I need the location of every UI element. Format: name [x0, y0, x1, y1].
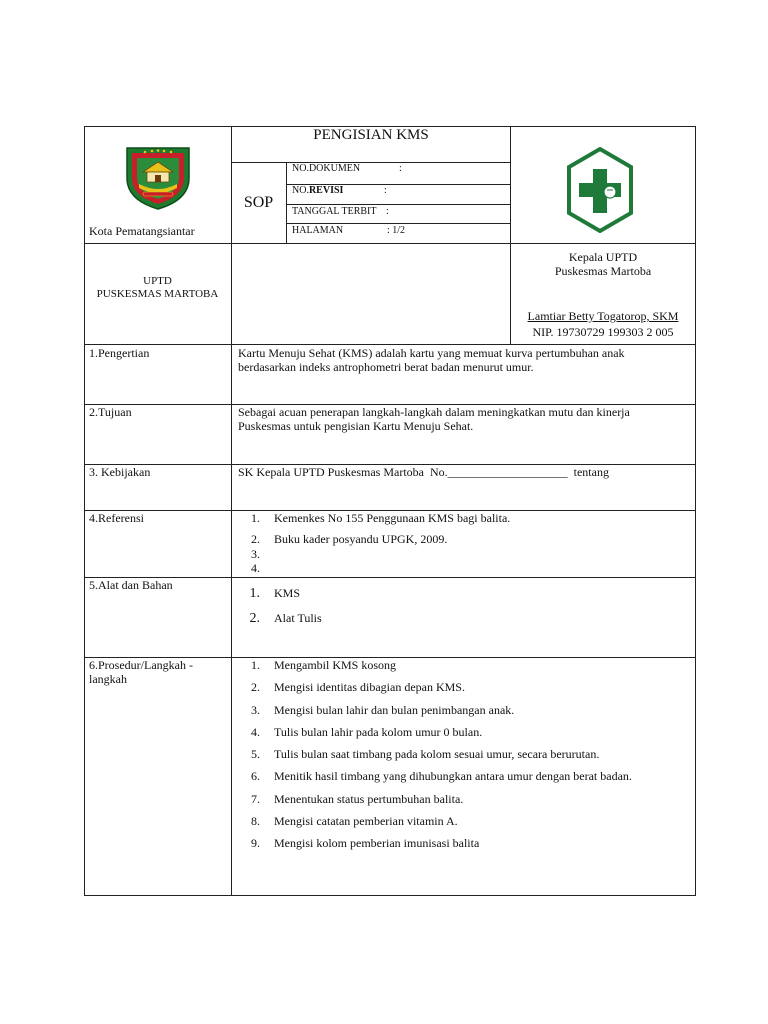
doc-field-norevisi	[292, 185, 507, 197]
list-text: Menentukan status pertumbuhan balita.	[274, 791, 464, 806]
head-nip: NIP. 19730729 199303 2 005	[532, 325, 674, 339]
sop-label: SOP	[243, 194, 274, 211]
list-number: 1.	[249, 586, 260, 601]
section-label-tujuan: 2.Tujuan	[89, 405, 132, 419]
head-title	[511, 250, 695, 278]
list-item	[238, 703, 690, 725]
doc-field-label-prefix: NO.	[292, 185, 309, 196]
org-line-2: PUSKESMAS MARTOBA	[96, 288, 219, 300]
doc-field-value: : 1/2	[387, 225, 406, 236]
table-border-left	[84, 126, 85, 896]
docfield-line-2	[286, 204, 511, 205]
list-text: Alat Tulis	[274, 611, 322, 625]
list-number: 5.	[251, 747, 260, 762]
list-text: Mengisi bulan lahir dan bulan penimbangan anak.	[274, 702, 515, 717]
pengertian-line-1: Kartu Menuju Sehat (KMS) adalah kartu yang memuat kurva pertumbuhan anak	[238, 346, 625, 360]
list-item	[238, 532, 690, 547]
org-line-1: UPTD	[143, 275, 172, 287]
section-content-kebijakan: SK Kepala UPTD Puskesmas Martoba No.____________________ tentang	[238, 465, 609, 479]
section-content-tujuan	[238, 405, 690, 433]
section-label-pengertian: 1.Pengertian	[89, 346, 150, 360]
list-number: 1.	[251, 511, 260, 525]
prosedur-label-line-2: langkah	[89, 672, 127, 686]
list-number: 2.	[251, 532, 260, 546]
head-title-line-1: Kepala UPTD	[568, 250, 638, 264]
header-row-line	[84, 243, 696, 244]
row-line-5	[84, 577, 696, 578]
list-number: 8.	[251, 814, 260, 829]
list-text: Tulis bulan lahir pada kolom umur 0 bulan.	[274, 724, 483, 739]
list-item	[238, 547, 690, 561]
list-text: Kemenkes No 155 Penggunaan KMS bagi balita.	[274, 511, 511, 525]
list-item	[238, 769, 690, 791]
list-text: Mengisi catatan pemberian vitamin A.	[274, 814, 458, 829]
tujuan-line-1: Sebagai acuan penerapan langkah-langkah dalam meningkatkan mutu dan kinerja	[238, 405, 630, 419]
section-content-alat	[238, 586, 690, 636]
doc-field-value: :	[386, 206, 389, 217]
doc-field-label: HALAMAN	[292, 225, 344, 236]
list-item	[238, 680, 690, 702]
city-name: Kota Pematangsiantar	[89, 224, 195, 238]
list-text: Mengambil KMS kosong	[274, 658, 397, 672]
list-number: 6.	[251, 769, 260, 784]
table-border-bottom	[84, 895, 696, 896]
list-number: 3.	[251, 702, 260, 717]
list-item	[238, 725, 690, 747]
list-item	[238, 747, 690, 769]
doc-field-nodokumen	[292, 163, 507, 175]
org-name	[84, 275, 231, 301]
section-label-kebijakan: 3. Kebijakan	[89, 465, 151, 479]
docfield-line-3	[286, 223, 511, 224]
section-content-prosedur	[238, 658, 690, 859]
doc-field-value: :	[399, 163, 402, 174]
tujuan-line-2: Puskesmas untuk pengisian Kartu Menuju Sehat.	[238, 419, 474, 433]
list-item	[238, 511, 690, 532]
list-text: Mengisi identitas dibagian depan KMS.	[274, 680, 465, 695]
puskesmas-logo	[567, 147, 633, 233]
section-content-pengertian	[238, 346, 690, 374]
list-item	[238, 586, 690, 611]
doc-field-label: NO.DOKUMEN	[292, 163, 361, 174]
list-item	[238, 561, 690, 575]
pengertian-line-2: berdasarkan indeks antrophometri berat badan menurut umur.	[238, 360, 534, 374]
list-number: 3.	[251, 547, 260, 561]
section-label-alat: 5.Alat dan Bahan	[89, 578, 173, 592]
list-text: Menitik hasil timbang yang dihubungkan antara umur dengan berat badan.	[274, 769, 632, 784]
doc-field-label: TANGGAL TERBIT	[292, 206, 377, 217]
list-text: KMS	[274, 586, 301, 600]
list-text: Mengisi kolom pemberian imunisasi balita	[274, 836, 480, 851]
city-emblem-logo	[121, 138, 195, 212]
list-number: 2.	[251, 680, 260, 695]
head-title-line-2: Puskesmas Martoba	[554, 264, 652, 278]
list-number: 4.	[251, 724, 260, 739]
list-text: Buku kader posyandu UPGK, 2009.	[274, 532, 448, 546]
doc-field-label-bold: REVISI	[308, 185, 344, 196]
doc-field-halaman	[292, 225, 507, 237]
list-text: Tulis bulan saat timbang pada kolom sesuai umur, secara berurutan.	[274, 747, 600, 762]
column-divider	[231, 126, 232, 896]
list-item	[238, 836, 690, 858]
puskesmas-cross-icon	[567, 147, 633, 233]
list-number: 4.	[251, 561, 260, 575]
doc-field-value: :	[384, 185, 387, 196]
list-number: 1.	[251, 658, 260, 672]
document-title: PENGISIAN KMS	[313, 127, 429, 143]
list-number: 2.	[249, 611, 260, 626]
section-content-referensi	[238, 511, 690, 575]
prosedur-label-line-1: 6.Prosedur/Langkah -	[89, 658, 193, 672]
doc-field-tanggal	[292, 206, 507, 218]
sop-divider	[286, 162, 287, 243]
list-item	[238, 814, 690, 836]
list-number: 9.	[251, 836, 260, 851]
list-number: 7.	[251, 791, 260, 806]
section-label-prosedur	[89, 658, 229, 686]
list-item	[238, 792, 690, 814]
emblem-icon	[121, 138, 195, 212]
table-border-right	[695, 126, 696, 896]
row-line-1	[84, 344, 696, 345]
list-item	[238, 611, 690, 636]
list-item	[238, 658, 690, 680]
section-label-referensi: 4.Referensi	[89, 511, 144, 525]
head-name: Lamtiar Betty Togatorop, SKM	[527, 309, 679, 323]
